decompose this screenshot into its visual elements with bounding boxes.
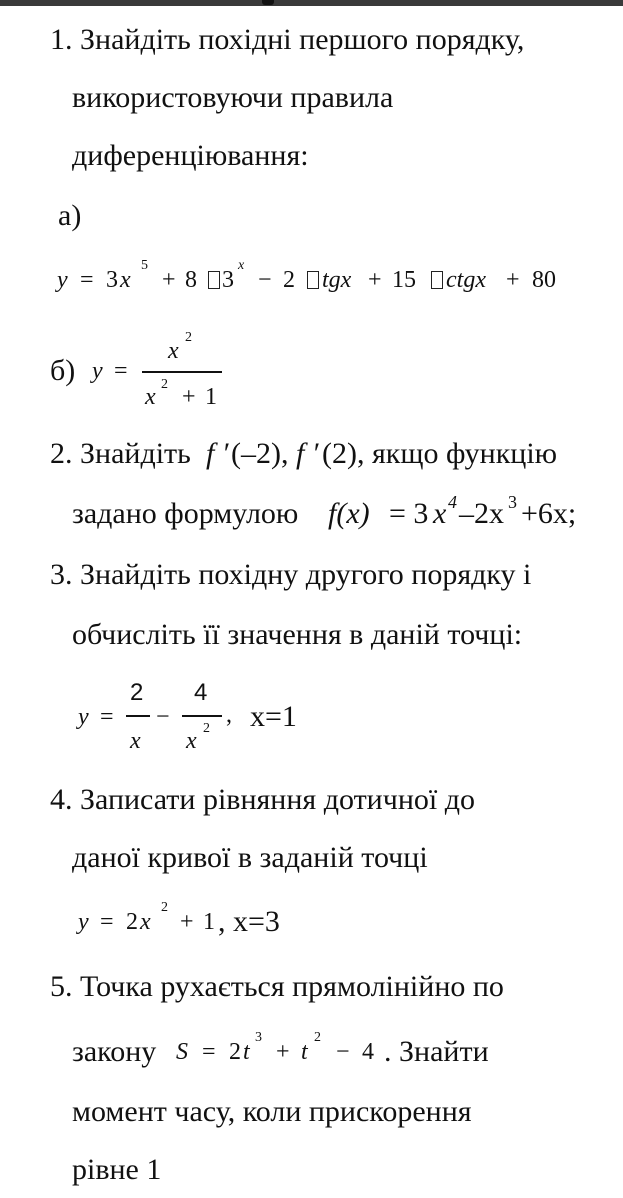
formula-tgx: tgx (322, 267, 352, 293)
formula-exponent: 2 (203, 721, 210, 736)
task-1-line-1: 1. Знайдіть похідні першого порядку, (50, 23, 525, 56)
formula-comma: , (226, 702, 232, 728)
formula-number: 2 (229, 1039, 241, 1065)
formula-var-y: y (92, 358, 103, 384)
formula-number: 1 (203, 909, 215, 935)
formula-plus: + (182, 384, 196, 410)
formula-equals: = (80, 267, 94, 293)
formula-number: 80 (532, 267, 556, 293)
task-2-text-2: (2), якщо функцію (322, 437, 558, 470)
task-2-text: 2. Знайдіть (50, 437, 191, 470)
formula-number: 4 (362, 1039, 374, 1065)
formula-exponent: 2 (185, 330, 192, 345)
f-prime: f ′ (206, 437, 229, 470)
task-1-line-2: використовуючи правила (72, 81, 394, 114)
formula-var-y: y (78, 704, 89, 730)
formula-exponent: x (238, 258, 245, 273)
task-5-text: закону (72, 1035, 157, 1068)
formula-plus: + (276, 1039, 290, 1065)
formula-var-x: x (120, 267, 131, 293)
task-2-term: –2x (459, 497, 504, 530)
task-1-line-3: диференціювання: (72, 139, 309, 172)
fraction-denominator: x (186, 728, 197, 754)
fraction-denominator: x (145, 384, 156, 410)
formula-number: 3 (106, 267, 118, 293)
task-1a-label: а) (58, 199, 82, 232)
formula-number: 3 (222, 267, 234, 293)
formula-plus: + (368, 267, 382, 293)
fraction-numerator: x (168, 338, 179, 364)
task-1b-label: б) (50, 354, 76, 387)
formula-var-x: x (433, 497, 447, 530)
formula-number: 2 (126, 909, 138, 935)
formula-number: 15 (392, 267, 416, 293)
formula-plus: + (506, 267, 520, 293)
task-5-line-1: 5. Точка рухається прямолінійно по (50, 970, 504, 1003)
formula-var-t: t (243, 1039, 250, 1065)
formula-plus: + (180, 909, 194, 935)
formula-var-s: S (176, 1039, 188, 1065)
formula-exponent: 2 (314, 1030, 321, 1045)
formula-var-x: x (140, 909, 151, 935)
formula-exponent: 2 (161, 377, 168, 392)
formula-exponent: 4 (448, 492, 457, 512)
formula-equals: = (100, 909, 114, 935)
formula-minus: − (258, 267, 272, 293)
task-2-text-3: задано формулою (72, 497, 299, 530)
formula-var-y: y (78, 909, 89, 935)
fraction-bar (142, 371, 222, 373)
formula-number: 2 (283, 267, 295, 293)
task-5-line-3: момент часу, коли прискорення (72, 1095, 472, 1128)
f-of-x: f(x) (328, 497, 370, 530)
formula-number: 1 (205, 384, 217, 410)
task-2-term-2: +6x; (521, 497, 577, 530)
task-3-line-2: обчисліть її значення в даній точці: (72, 618, 523, 651)
fraction-bar (126, 715, 150, 717)
formula-number: 8 (185, 267, 197, 293)
fraction-bar (182, 715, 222, 717)
task-4-point: , x=3 (218, 905, 280, 938)
fraction-denominator: x (130, 728, 141, 754)
missing-glyph-box (208, 271, 220, 289)
task-3-line-1: 3. Знайдіть похідну другого порядку і (50, 558, 532, 591)
formula-equals: = (100, 704, 114, 730)
formula-var-t: t (301, 1039, 308, 1065)
formula-exponent: 3 (255, 1030, 262, 1045)
formula-equals: = (202, 1039, 216, 1065)
formula-var-y: y (57, 267, 68, 293)
cropped-heading-fragment (262, 0, 274, 5)
missing-glyph-box (431, 271, 443, 289)
task-5-line-4: рівне 1 (72, 1153, 162, 1186)
task-2-eq: = 3 (389, 497, 429, 530)
formula-equals: = (114, 358, 128, 384)
task-4-line-2: даної кривої в заданій точці (72, 841, 428, 874)
task-5-text-2: . Знайти (384, 1035, 489, 1068)
missing-glyph-box (307, 271, 319, 289)
formula-ctgx: ctgx (446, 267, 486, 293)
f-prime: f ′ (296, 437, 319, 470)
fraction-numerator: 2 (130, 679, 144, 706)
formula-exponent: 5 (141, 258, 148, 273)
formula-plus: + (162, 267, 176, 293)
fraction-numerator: 4 (194, 679, 208, 706)
task-2-arg-1: (–2), (231, 437, 289, 470)
task-4-line-1: 4. Записати рівняння дотичної до (50, 783, 475, 816)
task-3-point: x=1 (250, 700, 297, 733)
formula-minus: − (336, 1039, 350, 1065)
formula-exponent: 3 (508, 492, 517, 512)
formula-minus: − (156, 704, 170, 730)
formula-exponent: 2 (161, 900, 168, 915)
top-edge-bar (0, 0, 623, 6)
